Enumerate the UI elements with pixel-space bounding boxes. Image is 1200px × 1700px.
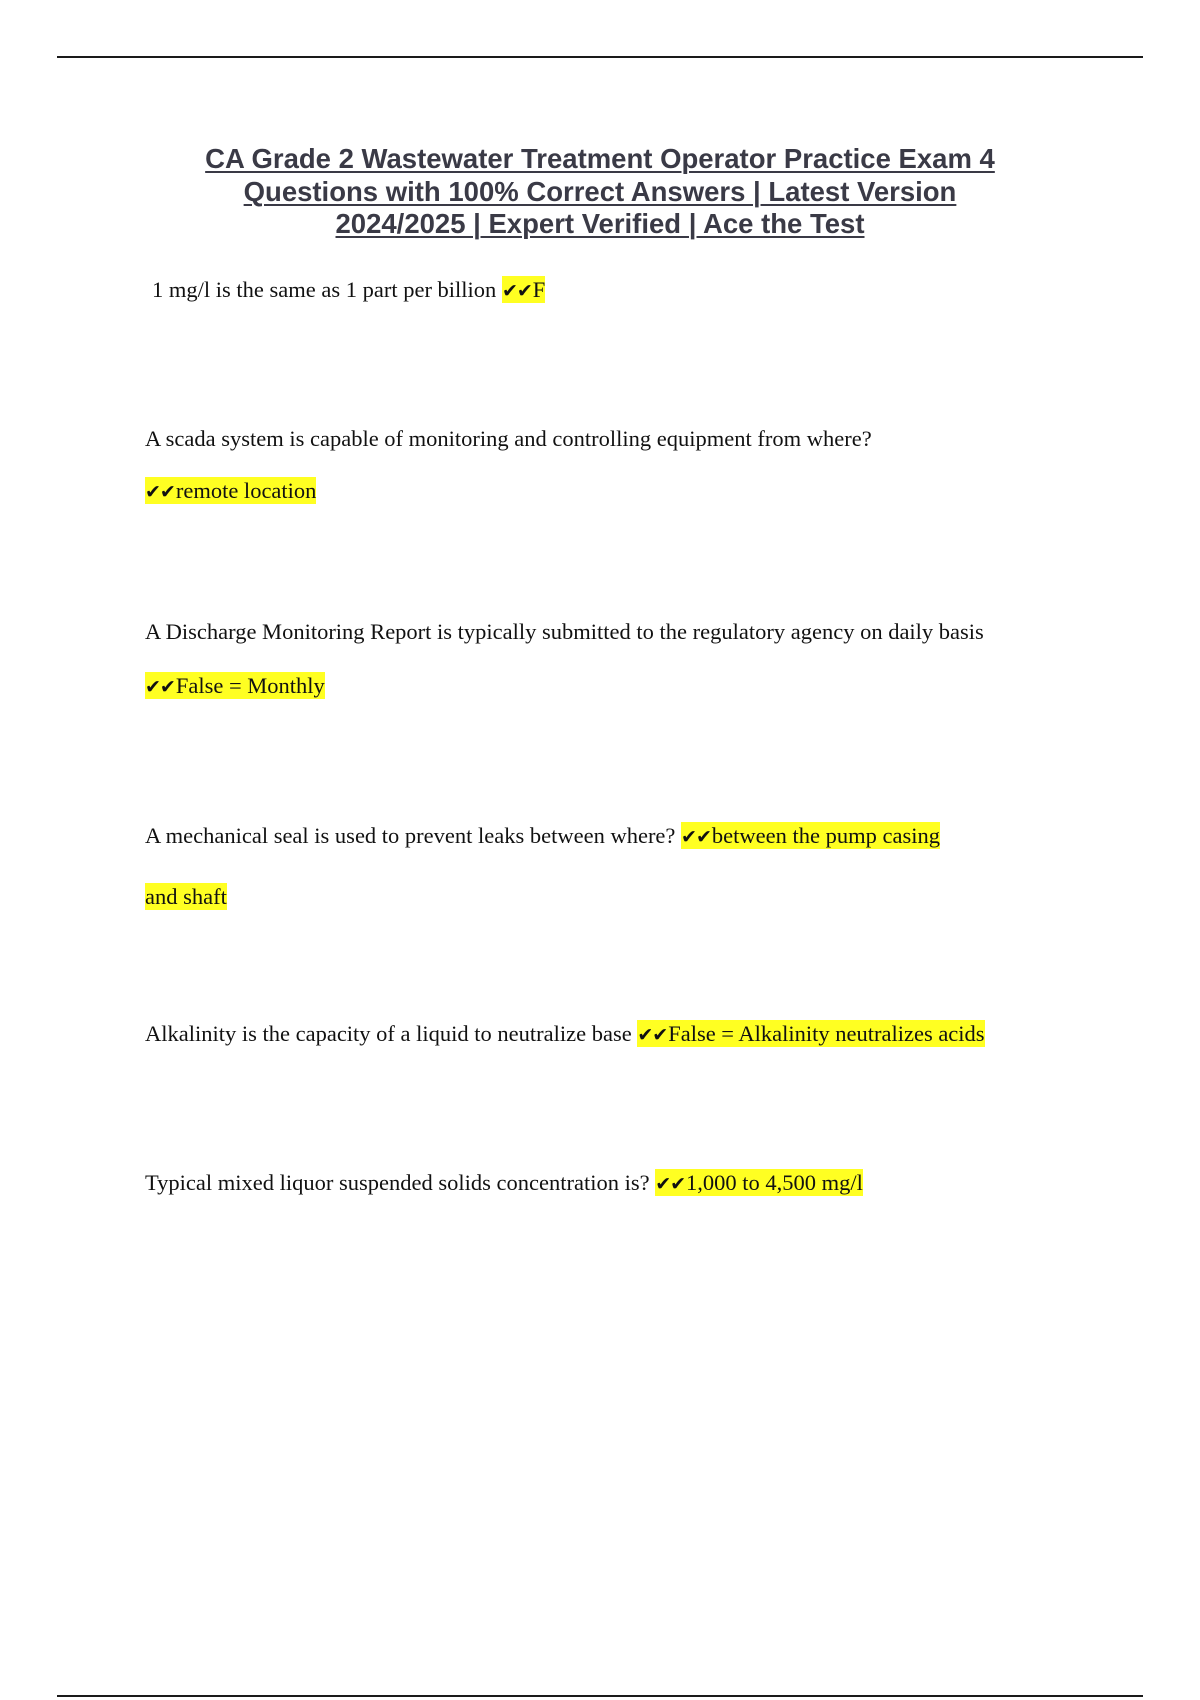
title-line-1: CA Grade 2 Wastewater Treatment Operator Practice Exam 4 <box>205 143 995 174</box>
answer-text: False = Alkalinity neutralizes acids <box>668 1021 985 1046</box>
question-4-answer-line-2: and shaft <box>145 884 227 909</box>
question-2-answer <box>145 477 316 504</box>
answer-text: between the pump casing <box>711 823 940 848</box>
question-6-answer <box>655 1169 863 1196</box>
footer-rule <box>57 1695 1143 1697</box>
question-4-answer-continued <box>145 882 227 912</box>
check-icon: ✔✔ <box>145 481 175 503</box>
answer-text: 1,000 to 4,500 mg/l <box>686 1170 863 1195</box>
question-6 <box>145 1168 863 1199</box>
question-4-text: A mechanical seal is used to prevent leaks between where? <box>145 823 682 848</box>
check-icon: ✔✔ <box>501 280 532 302</box>
question-2-answer-line <box>145 476 316 507</box>
question-2-text: A scada system is capable of monitoring and controlling equipment from where? <box>145 426 872 451</box>
check-icon: ✔✔ <box>655 1173 686 1195</box>
document-title <box>120 143 1080 241</box>
question-1-answer <box>502 276 545 303</box>
header-rule <box>57 56 1143 58</box>
question-6-text: Typical mixed liquor suspended solids concentration is? <box>145 1170 656 1195</box>
title-line-2: Questions with 100% Correct Answers | Latest Version <box>243 175 957 207</box>
question-3 <box>145 617 984 647</box>
question-4 <box>145 821 940 852</box>
check-icon: ✔✔ <box>145 676 175 698</box>
check-icon: ✔✔ <box>637 1024 668 1046</box>
question-3-text: A Discharge Monitoring Report is typically submitted to the regulatory agency on daily basis <box>145 619 984 644</box>
question-5-answer <box>637 1020 984 1047</box>
question-1 <box>152 275 545 306</box>
question-3-answer-line <box>145 671 325 702</box>
question-5-text: Alkalinity is the capacity of a liquid to neutralize base <box>145 1021 638 1046</box>
answer-text: remote location <box>175 478 317 503</box>
question-4-answer <box>681 822 940 849</box>
question-1-text: 1 mg/l is the same as 1 part per billion <box>152 277 502 302</box>
answer-text: F <box>532 277 546 302</box>
title-line-3: 2024/2025 | Expert Verified | Ace the Test <box>335 208 865 239</box>
question-5 <box>145 1019 985 1050</box>
question-2 <box>145 424 872 454</box>
check-icon: ✔✔ <box>681 826 711 848</box>
question-3-answer <box>145 672 325 699</box>
answer-text: False = Monthly <box>175 673 325 698</box>
